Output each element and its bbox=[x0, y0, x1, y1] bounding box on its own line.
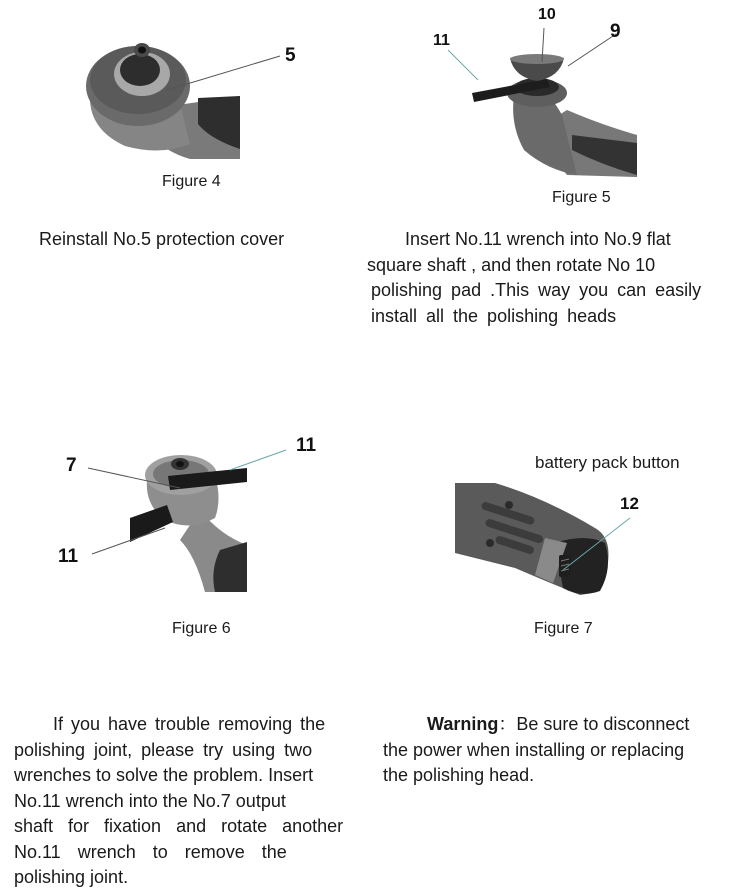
figure-4-description bbox=[39, 227, 284, 253]
callout-5: 5 bbox=[285, 45, 296, 66]
warning-separator: ： bbox=[498, 714, 517, 734]
figure-4-caption: Figure 4 bbox=[162, 173, 221, 190]
description-line: polishing joint, please try using two bbox=[14, 739, 313, 760]
callout-7: 7 bbox=[66, 455, 77, 476]
callout-11-bottom: 11 bbox=[58, 546, 79, 567]
leader-lines-figure-6 bbox=[80, 440, 290, 560]
description-line: No.11 wrench into the No.7 output bbox=[14, 790, 286, 811]
leader-line-12 bbox=[555, 515, 635, 575]
callout-10: 10 bbox=[538, 6, 556, 23]
description-line: the power when installing or replacing bbox=[383, 739, 685, 760]
figure-6-caption: Figure 6 bbox=[172, 620, 231, 637]
description-line: Be sure to disconnect bbox=[516, 714, 690, 734]
warning-first-line bbox=[383, 712, 689, 738]
description-line: No.11 wrench to remove the bbox=[14, 841, 287, 862]
description-line: the polishing head. bbox=[383, 765, 535, 785]
description-line: square shaft , and then rotate No 10 bbox=[367, 254, 656, 275]
figure-5-caption: Figure 5 bbox=[552, 189, 611, 206]
description-line: Reinstall No.5 protection cover bbox=[39, 229, 285, 249]
battery-pack-button-label: battery pack button bbox=[535, 453, 680, 472]
description-line: shaft for fixation and rotate another bbox=[14, 816, 344, 836]
description-line: install all the polishing heads bbox=[371, 305, 617, 326]
description-line: wrenches to solve the problem. Insert bbox=[14, 765, 314, 785]
callout-9: 9 bbox=[610, 21, 621, 42]
callout-11-top: 11 bbox=[296, 435, 317, 456]
description-line: polishing joint. bbox=[14, 867, 129, 887]
figure-5-description bbox=[367, 227, 701, 329]
description-line: Insert No.11 wrench into No.9 flat bbox=[405, 229, 671, 249]
callout-12: 12 bbox=[620, 494, 639, 513]
description-line: If you have trouble removing the bbox=[53, 714, 326, 734]
figure-6-description bbox=[14, 712, 343, 891]
description-line: polishing pad .This way you can easily bbox=[371, 280, 702, 300]
figure-7-caption: Figure 7 bbox=[534, 620, 593, 637]
warning-text bbox=[383, 712, 689, 789]
leader-line-5 bbox=[165, 50, 285, 95]
warning-label: Warning bbox=[427, 714, 499, 734]
callout-11-figure-5: 11 bbox=[433, 32, 450, 49]
